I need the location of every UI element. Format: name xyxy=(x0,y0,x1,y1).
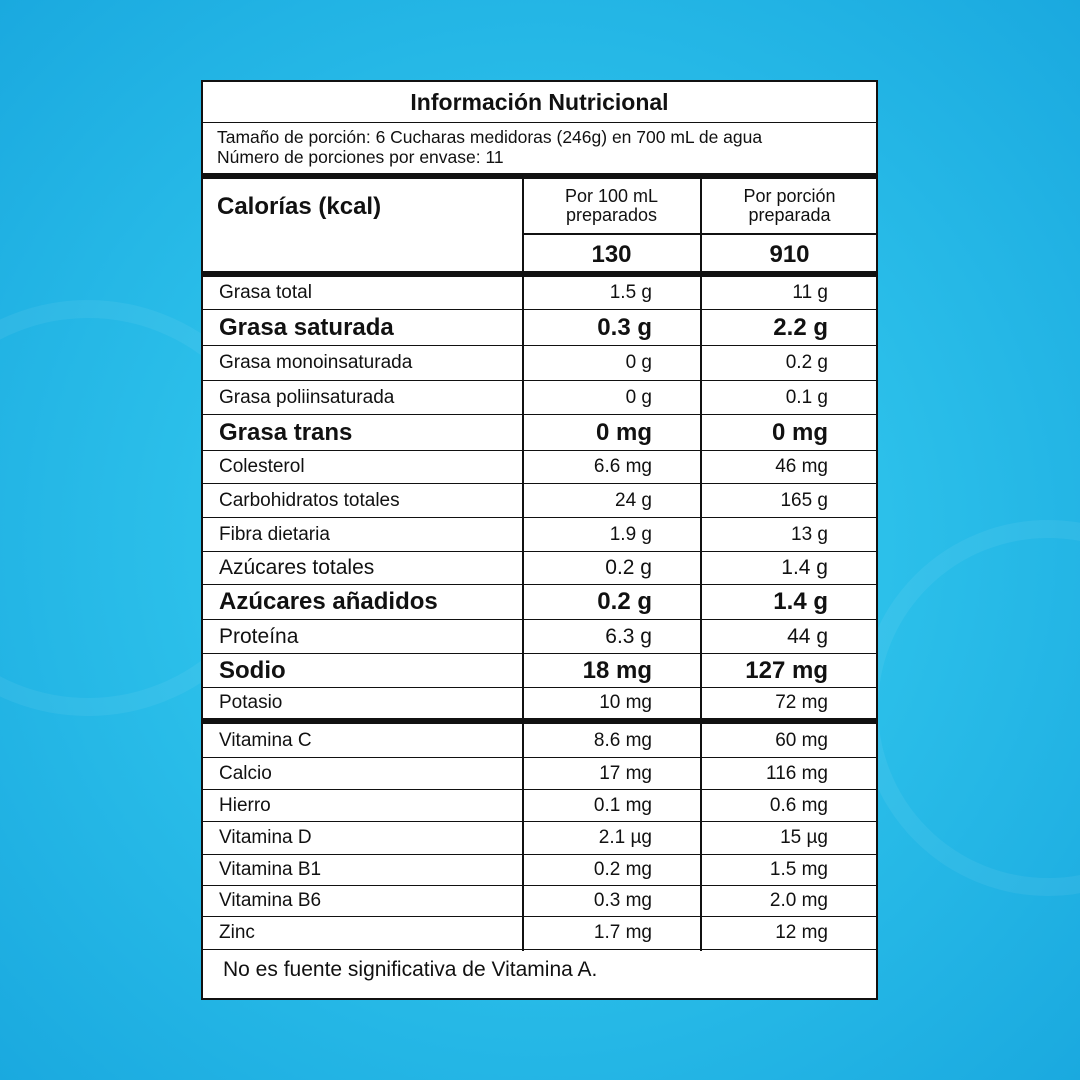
value-per-serving: 116 mg xyxy=(766,762,828,784)
nutrient-name: Zinc xyxy=(219,922,255,943)
table-row xyxy=(203,917,876,950)
column-divider xyxy=(700,855,702,887)
value-per-100: 10 mg xyxy=(599,692,652,713)
column-divider xyxy=(700,518,702,553)
nutrient-name: Carbohidratos totales xyxy=(219,489,400,511)
value-per-serving: 60 mg xyxy=(775,729,828,751)
col1-header: Por 100 mL preparados xyxy=(564,186,659,225)
calories-per-serving: 910 xyxy=(769,241,810,268)
value-per-serving: 11 g xyxy=(792,282,828,303)
footnote: No es fuente significativa de Vitamina A. xyxy=(223,958,598,981)
value-per-100: 2.1 µg xyxy=(598,827,652,848)
value-per-100: 0 mg xyxy=(595,418,652,446)
column-divider xyxy=(700,654,702,689)
value-per-100: 1.5 g xyxy=(609,282,652,303)
serving-info xyxy=(203,123,876,173)
table-row xyxy=(203,277,876,310)
table-row xyxy=(203,688,876,718)
value-per-serving: 1.4 g xyxy=(781,556,828,579)
nutrients-table xyxy=(203,277,876,718)
value-per-100: 6.3 g xyxy=(605,624,652,648)
column-divider xyxy=(700,585,702,621)
vitamins-table xyxy=(203,724,876,950)
column-divider xyxy=(522,310,524,347)
value-per-100: 6.6 mg xyxy=(593,456,652,477)
nutrient-name: Grasa total xyxy=(219,282,312,303)
column-divider xyxy=(700,790,702,823)
value-per-serving: 46 mg xyxy=(775,456,828,477)
value-per-100: 24 g xyxy=(615,489,652,511)
column-divider xyxy=(522,277,524,311)
column-divider xyxy=(700,886,702,918)
nutrient-name: Vitamina B6 xyxy=(219,890,322,911)
nutrient-name: Grasa trans xyxy=(219,418,353,446)
value-per-100: 0.2 g xyxy=(605,556,652,579)
table-row xyxy=(203,886,876,917)
column-divider xyxy=(522,381,524,416)
nutrient-name: Fibra dietaria xyxy=(219,523,330,545)
value-per-100: 0 g xyxy=(625,352,652,373)
table-row xyxy=(203,552,876,585)
value-per-serving: 72 mg xyxy=(775,692,828,713)
nutrient-name: Potasio xyxy=(219,692,283,713)
column-divider xyxy=(700,346,702,382)
value-per-100: 8.6 mg xyxy=(593,729,652,751)
value-per-serving: 0 mg xyxy=(771,418,828,446)
value-per-serving: 1.4 g xyxy=(773,588,828,615)
calories-block xyxy=(203,179,876,271)
table-row xyxy=(203,381,876,415)
value-per-serving: 44 g xyxy=(787,624,828,648)
value-per-100: 1.9 g xyxy=(609,523,652,545)
table-row xyxy=(203,822,876,855)
table-row xyxy=(203,585,876,620)
serving-size: Tamaño de porción: 6 Cucharas medidoras (246g) en 700 mL de agua xyxy=(217,127,763,147)
nutrient-name: Vitamina C xyxy=(219,729,312,751)
table-row xyxy=(203,346,876,381)
column-divider xyxy=(522,822,524,856)
table-row xyxy=(203,758,876,790)
nutrient-name: Hierro xyxy=(219,794,271,816)
value-per-100: 0.2 g xyxy=(597,588,652,615)
nutrient-name: Calcio xyxy=(219,762,272,784)
value-per-serving: 165 g xyxy=(780,489,828,511)
nutrient-name: Azúcares totales xyxy=(219,556,375,579)
table-row xyxy=(203,790,876,822)
column-divider xyxy=(700,381,702,416)
column-divider xyxy=(522,855,524,887)
value-per-100: 0 g xyxy=(625,386,652,408)
column-divider xyxy=(700,415,702,452)
column-divider xyxy=(522,724,524,759)
table-row xyxy=(203,451,876,484)
value-per-100: 0.2 mg xyxy=(593,859,652,880)
calories-per-100: 130 xyxy=(591,241,632,268)
servings-per-container: Número de porciones por envase: 11 xyxy=(217,147,504,167)
value-per-serving: 0.6 mg xyxy=(769,794,828,816)
nutrient-name: Azúcares añadidos xyxy=(219,588,438,615)
table-row xyxy=(203,518,876,552)
table-row xyxy=(203,724,876,758)
column-divider xyxy=(700,758,702,791)
label-title: Información Nutricional xyxy=(203,82,876,123)
table-row xyxy=(203,855,876,886)
column-divider xyxy=(522,654,524,689)
nutrient-name: Grasa saturada xyxy=(219,313,394,341)
table-row xyxy=(203,654,876,688)
value-per-serving: 12 mg xyxy=(775,922,828,943)
value-per-100: 0.3 mg xyxy=(593,890,652,911)
column-divider xyxy=(522,346,524,382)
column-divider xyxy=(522,758,524,791)
column-divider xyxy=(700,484,702,519)
column-divider xyxy=(700,451,702,485)
table-row xyxy=(203,415,876,451)
column-divider xyxy=(522,415,524,452)
column-divider xyxy=(700,688,702,720)
column-divider xyxy=(522,790,524,823)
column-divider xyxy=(700,277,702,311)
nutrient-name: Vitamina B1 xyxy=(219,859,322,880)
value-per-serving: 15 µg xyxy=(780,827,828,848)
value-per-100: 17 mg xyxy=(599,762,652,784)
column-divider xyxy=(522,917,524,951)
column-divider xyxy=(700,552,702,586)
value-per-serving: 0.1 g xyxy=(785,386,828,408)
value-per-100: 0.1 mg xyxy=(593,794,652,816)
column-divider xyxy=(700,310,702,347)
nutrient-name: Sodio xyxy=(219,656,286,684)
column-divider xyxy=(522,552,524,586)
nutrient-name: Grasa monoinsaturada xyxy=(219,352,413,373)
value-per-100: 1.7 mg xyxy=(593,922,652,943)
column-divider xyxy=(522,688,524,720)
nutrient-name: Colesterol xyxy=(219,456,305,477)
column-divider xyxy=(700,917,702,951)
table-row xyxy=(203,310,876,346)
value-per-serving: 127 mg xyxy=(745,656,828,684)
column-divider xyxy=(522,585,524,621)
value-per-100: 0.3 g xyxy=(597,313,652,341)
value-per-serving: 2.2 g xyxy=(773,313,828,341)
value-per-100: 18 mg xyxy=(582,656,652,684)
value-per-serving: 1.5 mg xyxy=(769,859,828,880)
nutrient-name: Grasa poliinsaturada xyxy=(219,386,395,408)
nutrition-facts-label xyxy=(201,80,878,1000)
column-divider xyxy=(522,451,524,485)
nutrient-name: Vitamina D xyxy=(219,827,312,848)
column-divider xyxy=(522,886,524,918)
value-per-serving: 2.0 mg xyxy=(769,890,828,911)
header-divider xyxy=(523,233,876,235)
table-row xyxy=(203,484,876,518)
column-divider xyxy=(700,620,702,655)
table-row xyxy=(203,620,876,654)
col2-header: Por porción preparada xyxy=(743,186,836,225)
column-divider xyxy=(522,518,524,553)
column-divider xyxy=(522,484,524,519)
background-swirl xyxy=(860,520,1080,896)
column-divider xyxy=(700,724,702,759)
calories-label: Calorías (kcal) xyxy=(217,193,382,220)
column-divider xyxy=(700,822,702,856)
column-divider xyxy=(522,620,524,655)
nutrient-name: Proteína xyxy=(219,624,299,648)
value-per-serving: 0.2 g xyxy=(785,352,828,373)
value-per-serving: 13 g xyxy=(791,523,828,545)
